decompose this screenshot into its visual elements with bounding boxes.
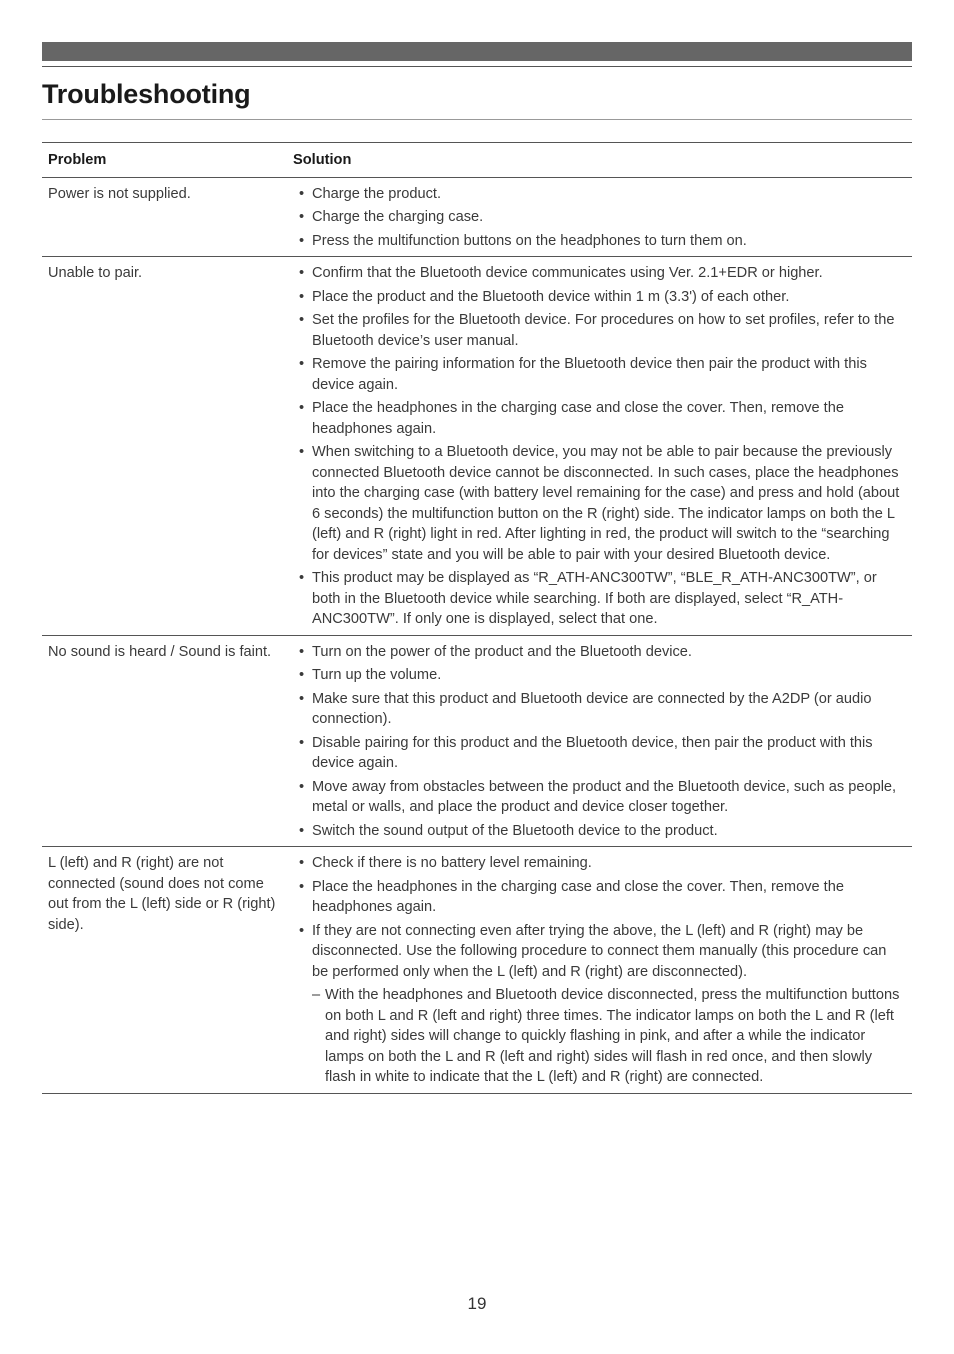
solution-cell	[287, 177, 912, 257]
solution-item: • This product may be displayed as “R_ATH-ANC300TW”, “BLE_R_ATH-ANC300TW”, or both in the Bluetooth device while searching. If both are displayed, select “R_ATH-ANC300TW”. If only one is displayed, select that one.	[299, 568, 906, 630]
solution-list	[293, 263, 906, 630]
solution-item	[299, 921, 906, 1088]
column-header-solution: Solution	[287, 143, 912, 178]
solution-item: • Place the product and the Bluetooth device within 1 m (3.3') of each other.	[299, 287, 906, 308]
solution-item: • Disable pairing for this product and the Bluetooth device, then pair the product with this device again.	[299, 733, 906, 774]
solution-item: • Confirm that the Bluetooth device communicates using Ver. 2.1+EDR or higher.	[299, 263, 906, 284]
solution-item: • Check if there is no battery level remaining.	[299, 853, 906, 874]
problem-cell: L (left) and R (right) are not connected (sound does not come out from the L (left) side or R (right) side).	[42, 847, 287, 1094]
solution-sub-step: – With the headphones and Bluetooth device disconnected, press the multifunction buttons on both L and R (left and right) three times. The indicator lamps on both the L and R (left and right) sides will change to quickly flashing in pink, and after a while the indicator lamps on both the L and R (left and right) sides will flash in red once, and then slowly flash in white to indicate that the L (left) and R (right) are connected.	[312, 985, 906, 1088]
solution-item: • Charge the product.	[299, 184, 906, 205]
solution-list	[293, 642, 906, 842]
solution-item: • Switch the sound output of the Bluetooth device to the product.	[299, 821, 906, 842]
header-rule	[42, 66, 912, 67]
title-divider	[42, 119, 912, 120]
problem-cell: No sound is heard / Sound is faint.	[42, 635, 287, 847]
solution-list	[293, 184, 906, 252]
solution-item: • Move away from obstacles between the product and the Bluetooth device, such as people, metal or walls, and place the product and device closer together.	[299, 777, 906, 818]
solution-item-text: If they are not connecting even after trying the above, the L (left) and R (right) may be disconnected. Use the following procedure to connect them manually (this procedure can be performed only when the L (left) and R (right) are disconnected).	[312, 922, 887, 980]
solution-item: • Turn on the power of the product and the Bluetooth device.	[299, 642, 906, 663]
solution-item: • Turn up the volume.	[299, 665, 906, 686]
table-row	[42, 257, 912, 636]
page-number: 19	[467, 1294, 487, 1313]
table-row	[42, 177, 912, 257]
page-title: Troubleshooting	[42, 79, 251, 109]
solution-cell	[287, 847, 912, 1094]
solution-item: • Remove the pairing information for the Bluetooth device then pair the product with this device again.	[299, 354, 906, 395]
troubleshooting-table	[42, 142, 912, 1094]
solution-cell	[287, 635, 912, 847]
table-row	[42, 635, 912, 847]
solution-list	[293, 853, 906, 1088]
problem-cell: Power is not supplied.	[42, 177, 287, 257]
column-header-problem: Problem	[42, 143, 287, 178]
solution-cell	[287, 257, 912, 636]
solution-item: • Place the headphones in the charging case and close the cover. Then, remove the headphones again.	[299, 877, 906, 918]
header-bar	[42, 42, 912, 61]
problem-cell: Unable to pair.	[42, 257, 287, 636]
solution-item: • Make sure that this product and Bluetooth device are connected by the A2DP (or audio connection).	[299, 689, 906, 730]
table-row	[42, 847, 912, 1094]
solution-item: • Press the multifunction buttons on the headphones to turn them on.	[299, 231, 906, 252]
table-header-row	[42, 143, 912, 178]
solution-item: • Charge the charging case.	[299, 207, 906, 228]
solution-item: • Place the headphones in the charging case and close the cover. Then, remove the headphones again.	[299, 398, 906, 439]
solution-item: • Set the profiles for the Bluetooth device. For procedures on how to set profiles, refer to the Bluetooth device’s user manual.	[299, 310, 906, 351]
solution-item: • When switching to a Bluetooth device, you may not be able to pair because the previously connected Bluetooth device cannot be disconnected. In such cases, place the headphones into the charging case (with battery level remaining for the case) and press and hold (about 6 seconds) the multifunction button on the R (right) side. The indicator lamps on both the L (left) and R (right) light in red. After lighting in red, the product will switch to the “searching for devices” state and you will be able to pair with your desired Bluetooth device.	[299, 442, 906, 565]
